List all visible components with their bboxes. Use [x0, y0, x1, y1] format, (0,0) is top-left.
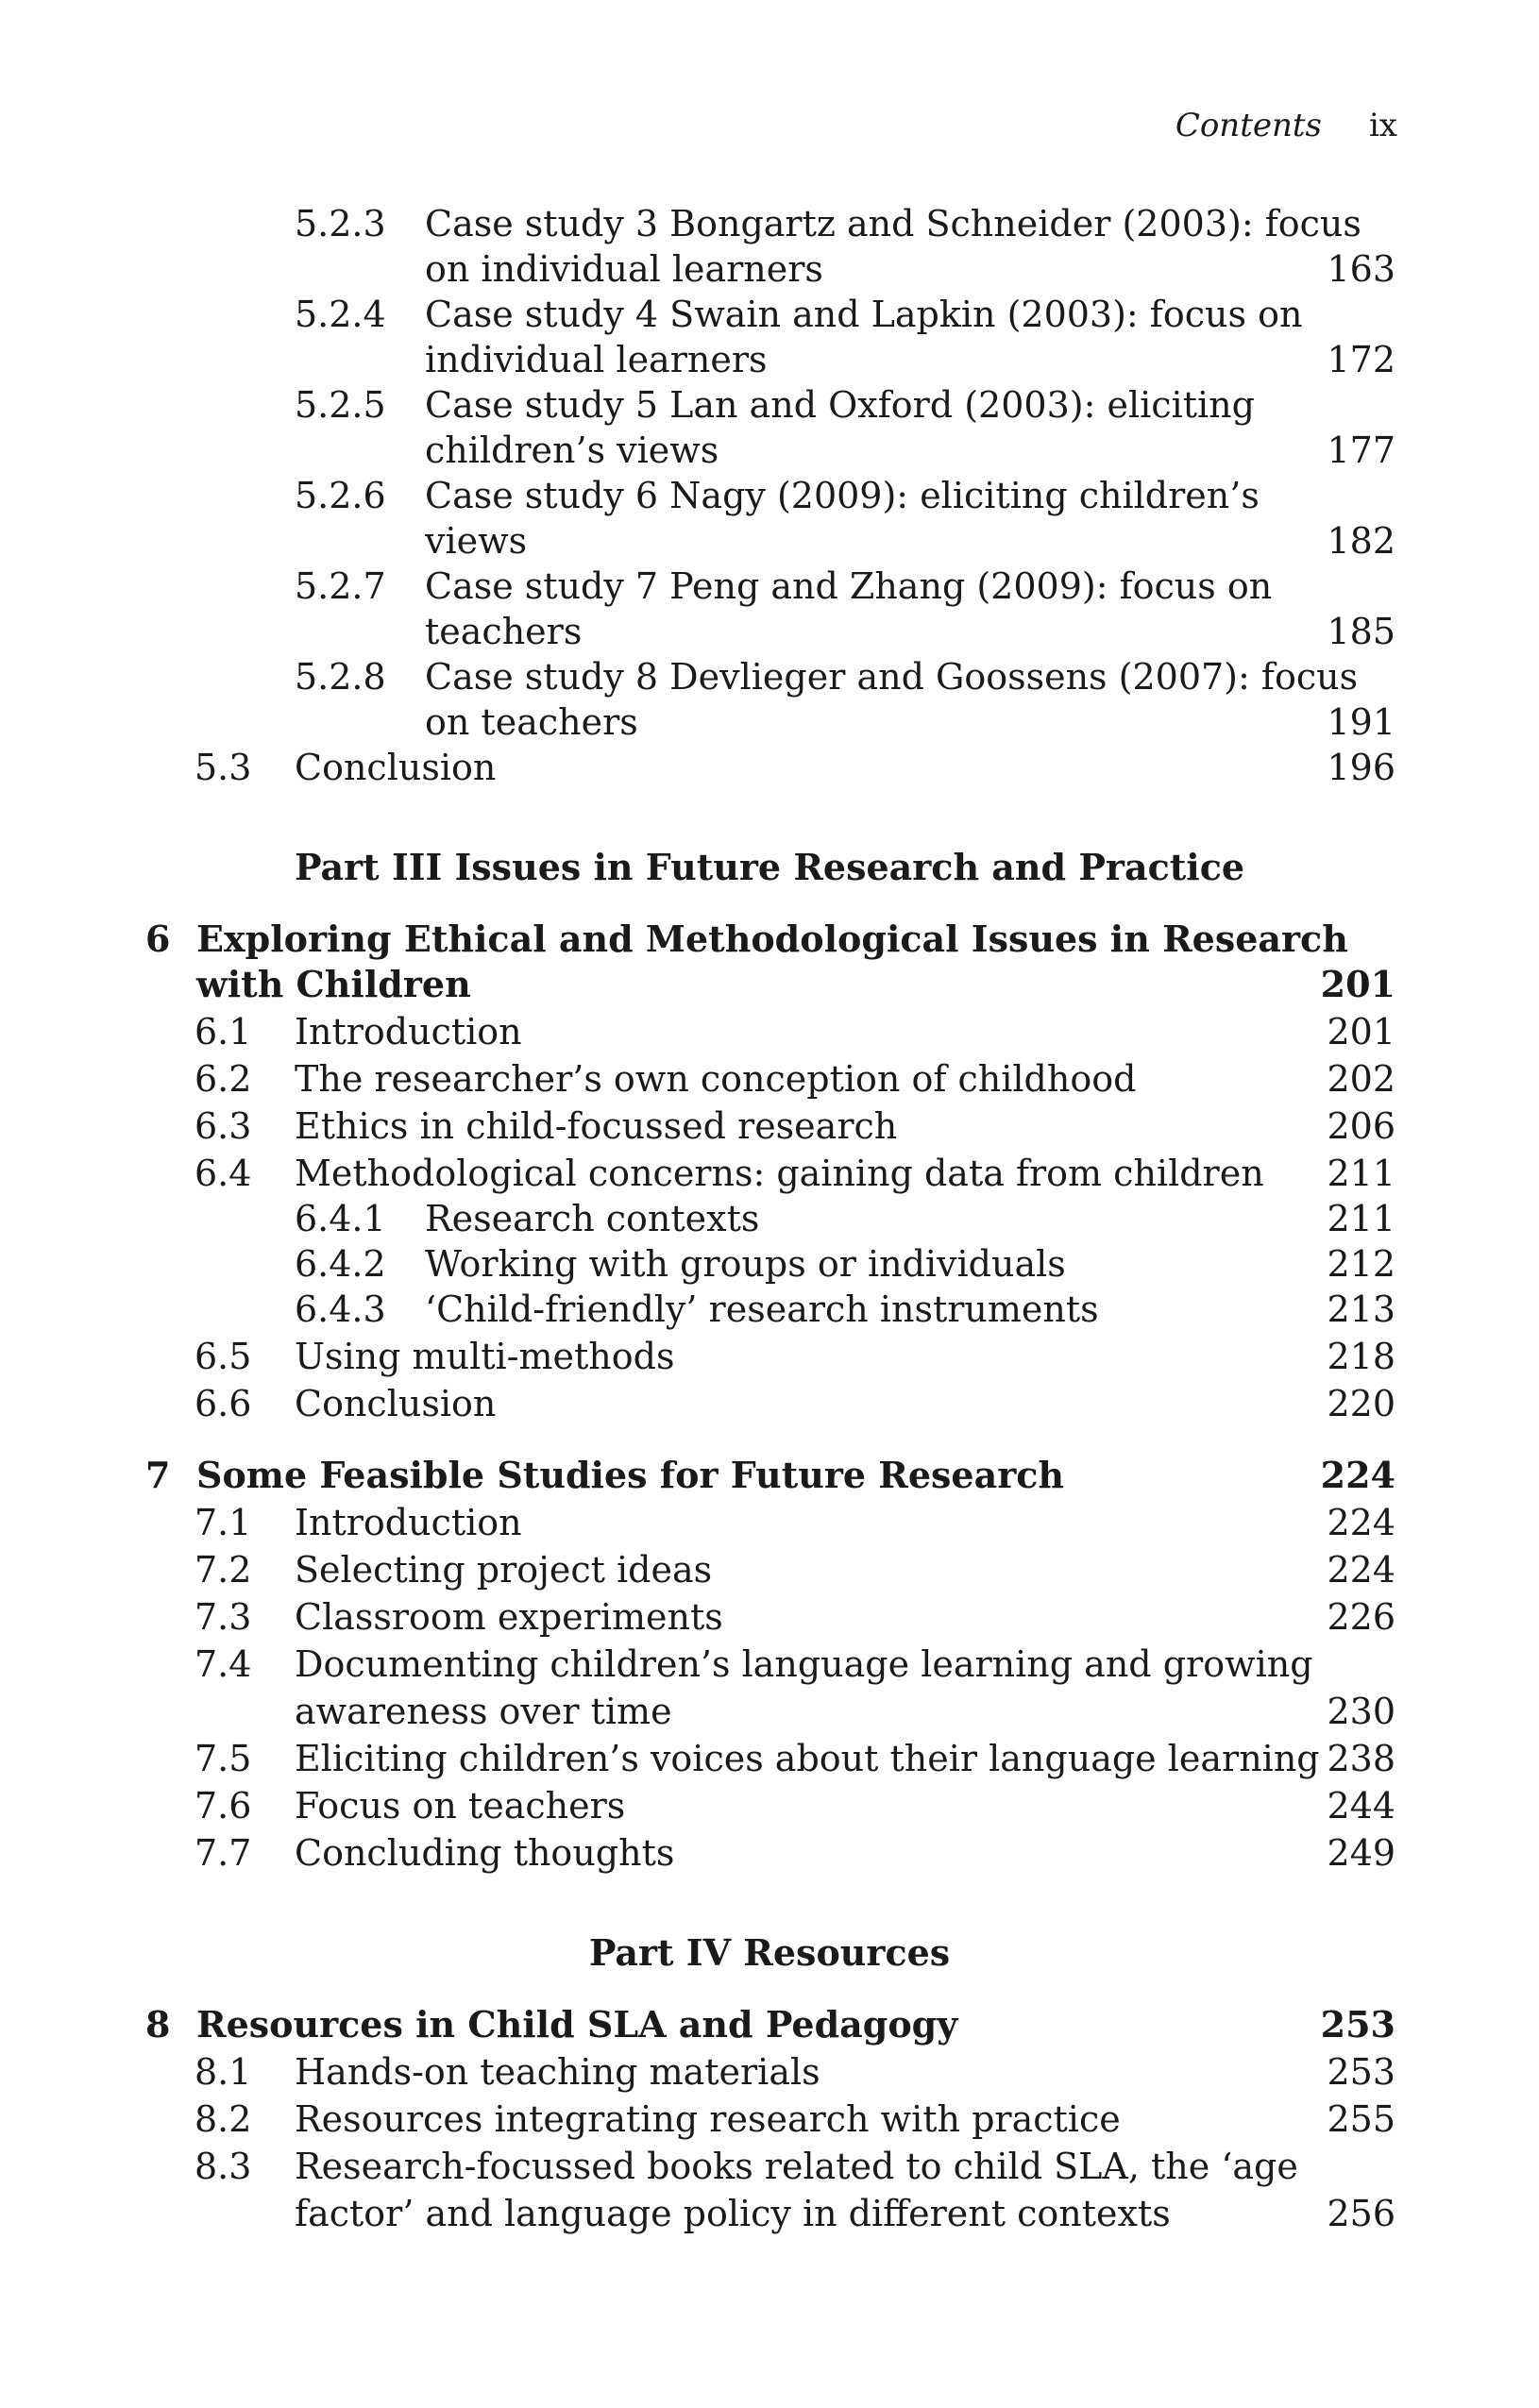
- entry-number: 8.3: [194, 2146, 252, 2187]
- toc-entry-cont: [0, 246, 1539, 292]
- toc-entry: [0, 1103, 1539, 1149]
- chapter-title: Some Feasible Studies for Future Research: [196, 1454, 1064, 1496]
- toc-entry: [0, 1334, 1539, 1379]
- entry-number: 5.2.8: [295, 656, 386, 698]
- chapter-page: 201: [1320, 963, 1395, 1005]
- entry-title: Introduction: [295, 1011, 522, 1052]
- toc-entry: [0, 1830, 1539, 1876]
- chapter-number: 6: [145, 918, 171, 960]
- entry-title: Case study 3 Bongartz and Schneider (2003): focus: [425, 203, 1361, 244]
- toc-entry-cont: [0, 699, 1539, 745]
- running-header: [0, 102, 1397, 149]
- entry-title: Eliciting children’s voices about their language learning: [295, 1738, 1320, 1779]
- entry-title: Working with groups or individuals: [425, 1243, 1066, 1285]
- chapter-title: Exploring Ethical and Methodological Issues in Research: [196, 918, 1348, 960]
- entry-title: factor’ and language policy in different contexts: [295, 2193, 1171, 2234]
- entry-title: Research-focussed books related to child SLA, the ‘age: [295, 2146, 1298, 2187]
- entry-number: 6.2: [194, 1058, 252, 1100]
- entry-title: on individual learners: [425, 248, 823, 290]
- toc-entry: [0, 1287, 1539, 1332]
- chapter-page: 253: [1320, 2003, 1395, 2046]
- entry-title: on teachers: [425, 701, 638, 743]
- entry-number: 7.6: [194, 1785, 252, 1827]
- entry-title: The researcher’s own conception of childhood: [295, 1058, 1137, 1100]
- entry-page: 196: [1327, 747, 1395, 788]
- entry-number: 5.2.3: [295, 203, 386, 244]
- entry-page: 191: [1327, 701, 1395, 743]
- toc-entry: [0, 2144, 1539, 2189]
- entry-number: 6.4: [194, 1153, 252, 1194]
- entry-page: 172: [1327, 339, 1395, 380]
- chapter-title: with Children: [196, 963, 471, 1005]
- entry-title: Case study 7 Peng and Zhang (2009): focus on: [425, 565, 1273, 607]
- entry-title: Focus on teachers: [295, 1785, 626, 1827]
- toc-entry: [0, 1151, 1539, 1196]
- entry-page: 256: [1327, 2193, 1395, 2234]
- entry-title: children’s views: [425, 429, 719, 471]
- entry-page: 220: [1327, 1383, 1395, 1424]
- entry-number: 5.3: [194, 747, 252, 788]
- entry-title: Hands-on teaching materials: [295, 2051, 820, 2093]
- entry-page: 218: [1327, 1336, 1395, 1377]
- entry-number: 5.2.6: [295, 475, 386, 516]
- entry-page: 206: [1327, 1105, 1395, 1147]
- entry-page: 202: [1327, 1058, 1395, 1100]
- toc-entry-cont: [0, 518, 1539, 564]
- entry-number: 6.3: [194, 1105, 252, 1147]
- entry-title: Introduction: [295, 1502, 522, 1543]
- toc-entry: [0, 1009, 1539, 1054]
- entry-number: 7.1: [194, 1502, 252, 1543]
- chapter-number: 8: [145, 2003, 171, 2046]
- entry-title: teachers: [425, 611, 583, 652]
- entry-page: 224: [1327, 1549, 1395, 1591]
- entry-title: Methodological concerns: gaining data from children: [295, 1153, 1264, 1194]
- entry-number: 7.3: [194, 1596, 252, 1638]
- entry-title: Classroom experiments: [295, 1596, 723, 1638]
- entry-page: 201: [1327, 1011, 1395, 1052]
- entry-number: 8.1: [194, 2051, 252, 2093]
- entry-page: 185: [1327, 611, 1395, 652]
- toc-entry: [0, 1783, 1539, 1828]
- entry-page: 255: [1327, 2098, 1395, 2140]
- toc-entry: [0, 382, 1539, 428]
- entry-page: 212: [1327, 1243, 1395, 1285]
- entry-number: 7.5: [194, 1738, 252, 1779]
- entry-title: ‘Child-friendly’ research instruments: [425, 1288, 1099, 1330]
- toc-entry: [0, 292, 1539, 337]
- toc-entry-cont: [0, 337, 1539, 382]
- toc-entry: [0, 1381, 1539, 1426]
- entry-page: 238: [1327, 1738, 1395, 1779]
- entry-page: 182: [1327, 520, 1395, 562]
- toc-entry: [0, 1196, 1539, 1241]
- toc-entry: [0, 564, 1539, 609]
- entry-page: 211: [1327, 1153, 1395, 1194]
- entry-page: 249: [1327, 1832, 1395, 1874]
- toc-entry: [0, 1241, 1539, 1287]
- entry-number: 7.2: [194, 1549, 252, 1591]
- entry-page: 244: [1327, 1785, 1395, 1827]
- entry-title: Case study 8 Devlieger and Goossens (2007): focus: [425, 656, 1359, 698]
- toc-entry: [0, 1594, 1539, 1640]
- toc-entry: [0, 1736, 1539, 1781]
- entry-title: Using multi-methods: [295, 1336, 675, 1377]
- entry-number: 6.1: [194, 1011, 252, 1052]
- chapter-entry: [0, 1453, 1539, 1498]
- entry-page: 211: [1327, 1198, 1395, 1239]
- entry-title: views: [425, 520, 528, 562]
- header-label: Contents: [1175, 107, 1322, 144]
- entry-title: Resources integrating research with practice: [295, 2098, 1121, 2140]
- toc-entry-cont: [0, 2191, 1539, 2236]
- entry-title: Selecting project ideas: [295, 1549, 713, 1591]
- entry-title: Conclusion: [295, 747, 497, 788]
- entry-page: 224: [1327, 1502, 1395, 1543]
- entry-number: 6.4.2: [295, 1243, 386, 1285]
- entry-title: Ethics in child-focussed research: [295, 1105, 898, 1147]
- toc-entry: [0, 2096, 1539, 2142]
- entry-page: 213: [1327, 1288, 1395, 1330]
- chapter-entry: [0, 917, 1539, 962]
- entry-title: Research contexts: [425, 1198, 760, 1239]
- chapter-title: Resources in Child SLA and Pedagogy: [196, 2003, 958, 2046]
- toc-entry: [0, 1642, 1539, 1687]
- toc-entry: [0, 745, 1539, 790]
- toc-entry: [0, 201, 1539, 246]
- entry-title: Case study 6 Nagy (2009): eliciting children’s: [425, 475, 1260, 516]
- entry-title: awareness over time: [295, 1691, 672, 1732]
- entry-page: 230: [1327, 1691, 1395, 1732]
- toc-entry-cont: [0, 609, 1539, 654]
- entry-number: 6.5: [194, 1336, 252, 1377]
- toc-entry: [0, 1500, 1539, 1545]
- entry-number: 5.2.4: [295, 294, 386, 335]
- entry-page: 253: [1327, 2051, 1395, 2093]
- toc-entry: [0, 1547, 1539, 1592]
- toc-entry-cont: [0, 1689, 1539, 1734]
- entry-title: Concluding thoughts: [295, 1832, 675, 1874]
- entry-number: 6.6: [194, 1383, 252, 1424]
- entry-page: 163: [1327, 248, 1395, 290]
- entry-page: 226: [1327, 1596, 1395, 1638]
- entry-title: Case study 5 Lan and Oxford (2003): eliciting: [425, 384, 1255, 426]
- part-heading: Part IV Resources: [588, 1931, 951, 1974]
- chapter-number: 7: [145, 1454, 171, 1496]
- toc-entry: [0, 2049, 1539, 2095]
- entry-title: individual learners: [425, 339, 768, 380]
- chapter-entry: [0, 2002, 1539, 2047]
- entry-title: Conclusion: [295, 1383, 497, 1424]
- part-heading: Part III Issues in Future Research and Practice: [294, 846, 1245, 888]
- header-page-number: ix: [1368, 107, 1397, 144]
- toc-entry: [0, 654, 1539, 699]
- entry-number: 8.2: [194, 2098, 252, 2140]
- toc-entry: [0, 473, 1539, 518]
- entry-number: 7.7: [194, 1832, 252, 1874]
- toc-entry-cont: [0, 428, 1539, 473]
- entry-page: 177: [1327, 429, 1395, 471]
- entry-number: 7.4: [194, 1643, 252, 1685]
- toc-entry: [0, 1056, 1539, 1102]
- entry-number: 6.4.1: [295, 1198, 386, 1239]
- entry-number: 6.4.3: [295, 1288, 386, 1330]
- chapter-entry-cont: [0, 962, 1539, 1007]
- entry-title: Case study 4 Swain and Lapkin (2003): focus on: [425, 294, 1303, 335]
- chapter-page: 224: [1320, 1454, 1395, 1496]
- entry-number: 5.2.5: [295, 384, 386, 426]
- entry-number: 5.2.7: [295, 565, 386, 607]
- entry-title: Documenting children’s language learning and growing: [295, 1643, 1313, 1685]
